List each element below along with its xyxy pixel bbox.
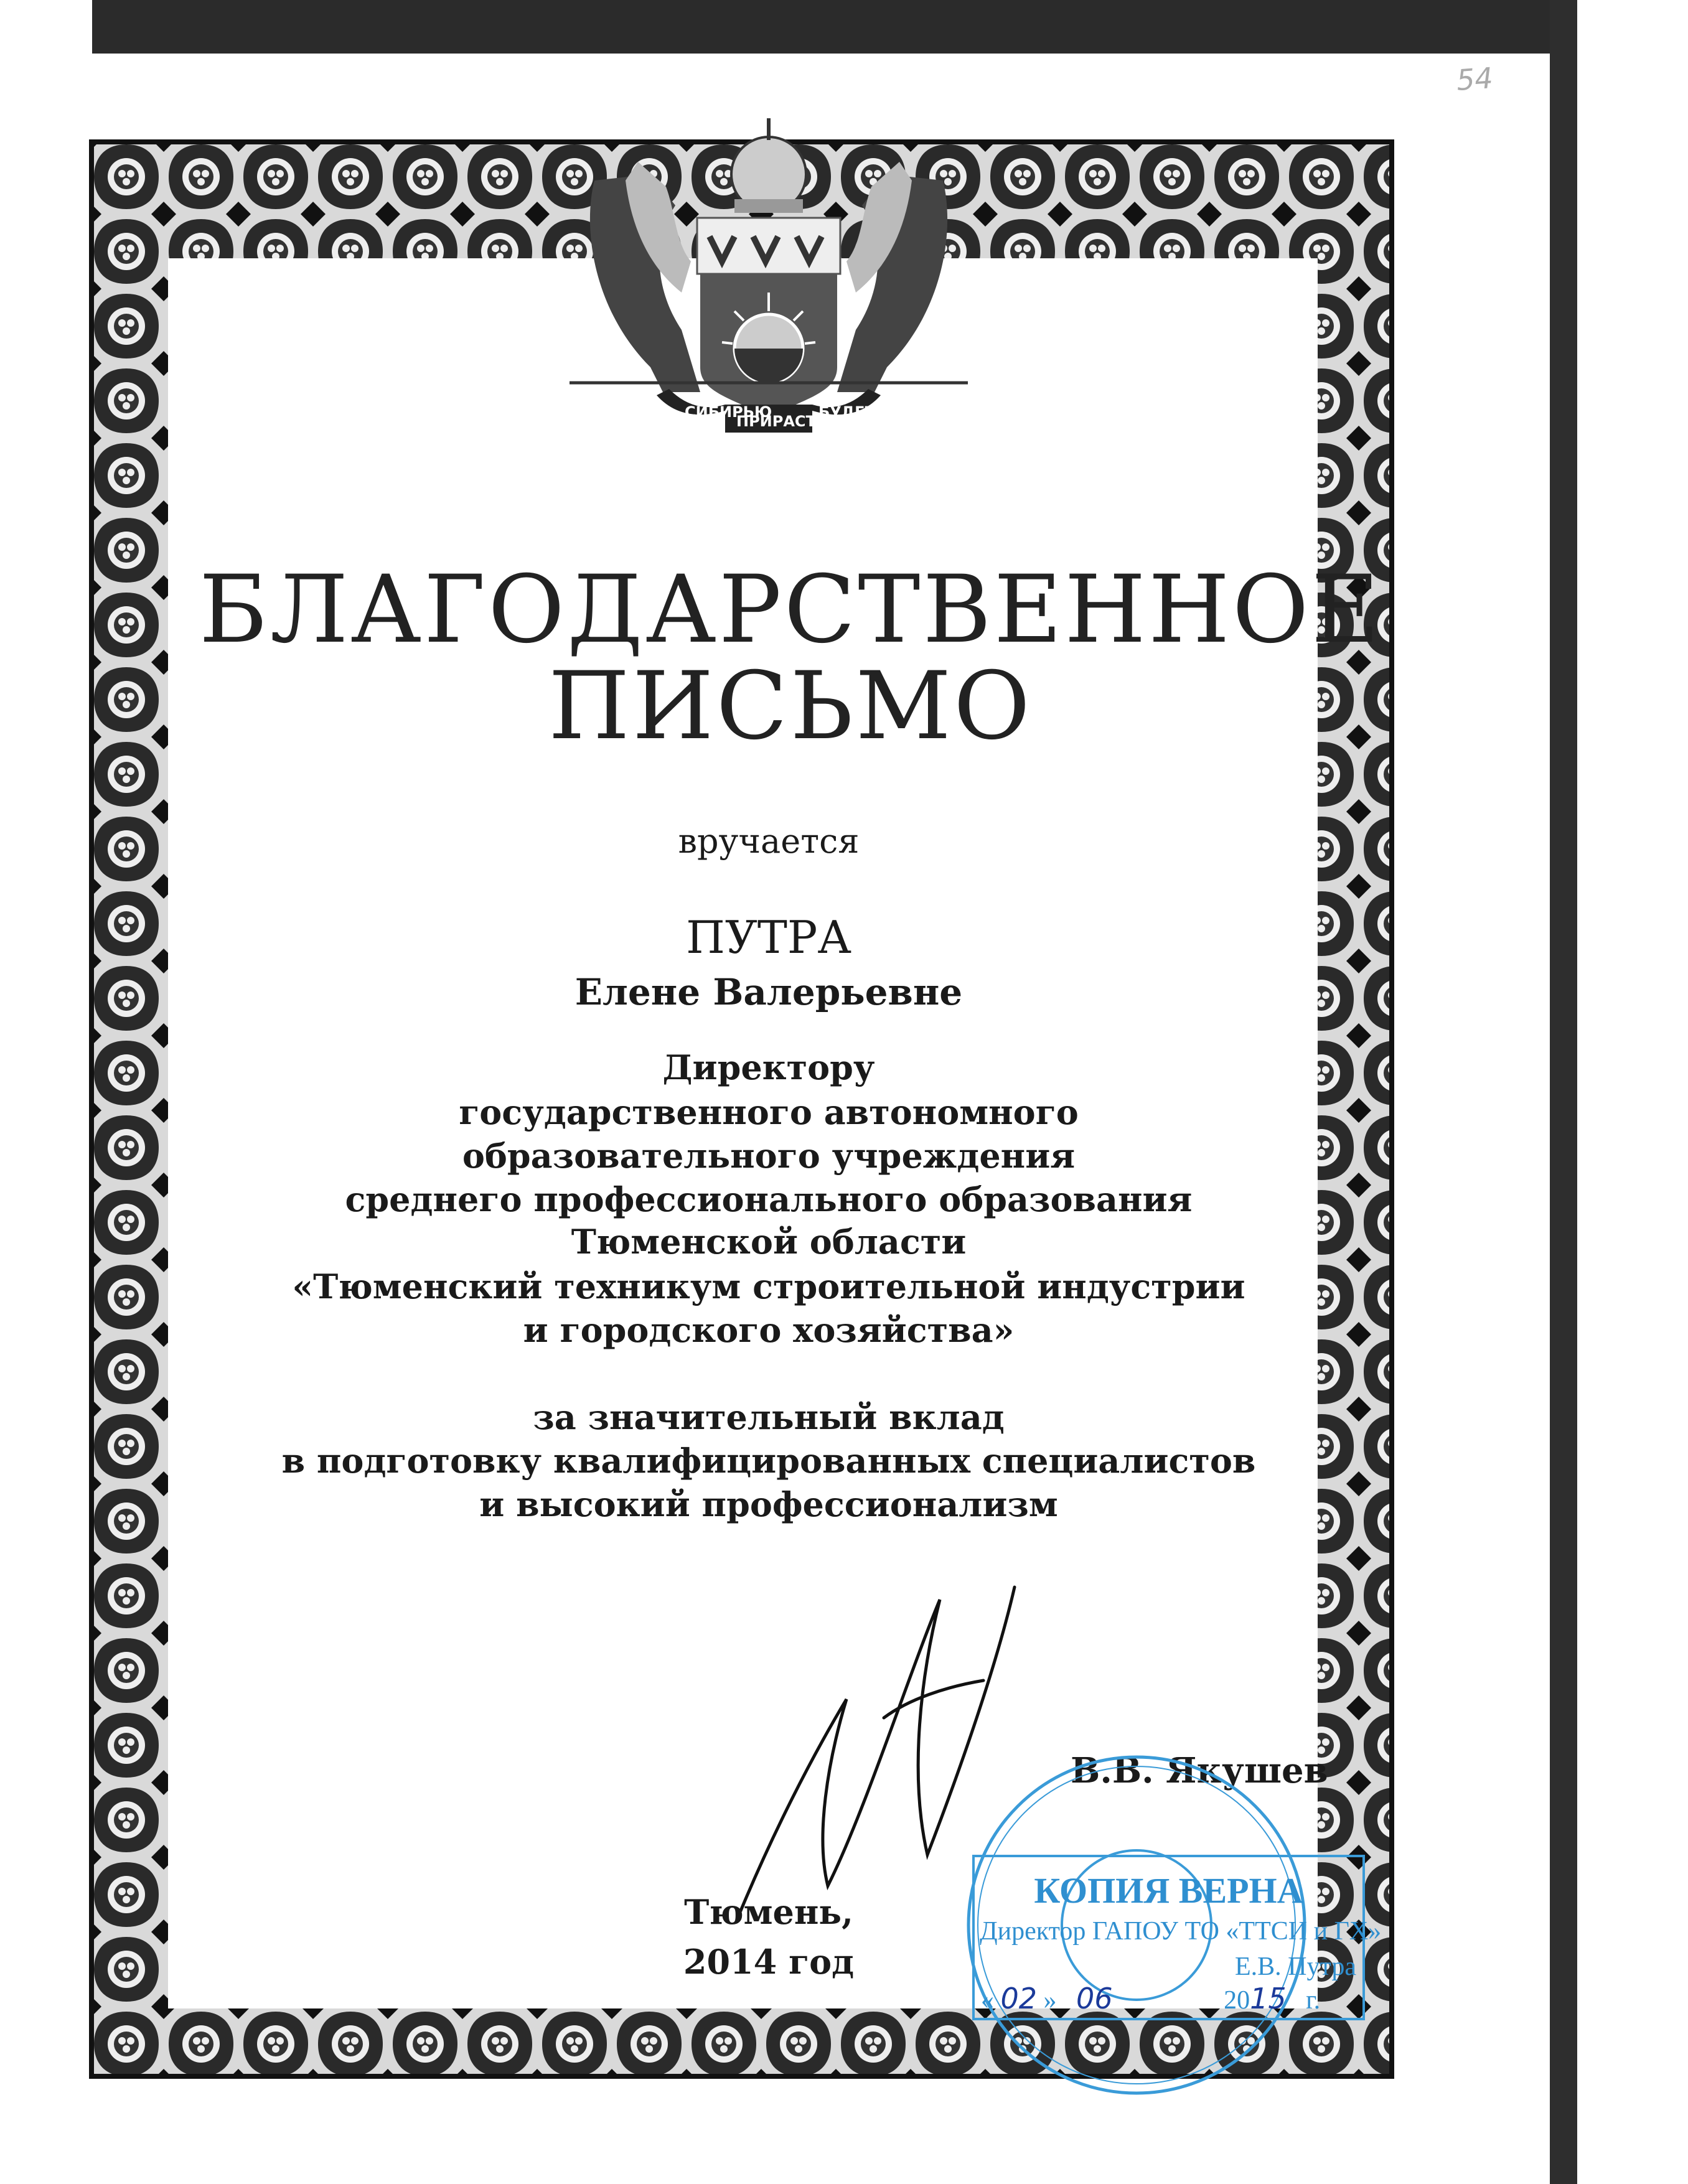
reason-line: за значительный вклад (533, 1397, 1005, 1437)
stamp-heading: КОПИЯ ВЕРНА (1034, 1870, 1303, 1911)
reason-line: в подготовку квалифицированных специалистов (281, 1441, 1256, 1481)
position-line: «Тюменский техникум строительной индустрии (292, 1267, 1245, 1306)
stamp-name: Е.В. Путра (1234, 1952, 1356, 1981)
recipient-surname: ПУТРА (686, 911, 851, 963)
motto-word-1: СИБИРЬЮ (685, 403, 772, 421)
copy-certified-stamp (972, 1855, 1382, 2020)
date-day: 02 (1000, 1982, 1038, 2015)
position-line: образовательного учреждения (462, 1136, 1076, 1176)
reason-line: и высокий профессионализм (479, 1484, 1058, 1524)
date-quote-close: » (1043, 1986, 1057, 2015)
date-year: 15 (1250, 1982, 1287, 2015)
motto-word-2: ПРИРАСТАТЬ (736, 413, 850, 430)
position-line: среднего профессионального образования (345, 1179, 1193, 1219)
scan-edge-right (1550, 0, 1577, 2184)
date-year-suffix: г. (1306, 1986, 1321, 2015)
tyumen-coat-of-arms (557, 106, 980, 442)
scan-edge-top (92, 0, 1577, 54)
year: 2014 год (683, 1942, 855, 1982)
presented-label: вручается (678, 822, 860, 861)
title-line-1: БЛАГОДАРСТВЕННОЕ (199, 556, 1382, 664)
motto-word-3: БУДЕТ (818, 403, 875, 421)
date-month: 06 (1076, 1982, 1113, 2015)
date-year-prefix: 20 (1224, 1986, 1250, 2015)
position-line: и городского хозяйства» (523, 1310, 1015, 1350)
place: Тюмень, (684, 1892, 853, 1932)
position-line: Тюменской области (571, 1222, 967, 1262)
signatory-name: В.В. Якушев (1071, 1750, 1328, 1791)
date-quote-open: « (981, 1986, 994, 2015)
stamp-date (981, 1982, 1320, 2015)
position-line: государственного автономного (459, 1092, 1079, 1132)
title-line-2: ПИСЬМО (548, 652, 1033, 761)
stamp-position: Директор ГАПОУ ТО «ТТСИ и ГХ» (980, 1917, 1382, 1946)
page-number: 54 (1455, 61, 1494, 97)
recipient-name: Елене Валерьевне (574, 971, 963, 1013)
position-line: Директору (662, 1047, 875, 1087)
